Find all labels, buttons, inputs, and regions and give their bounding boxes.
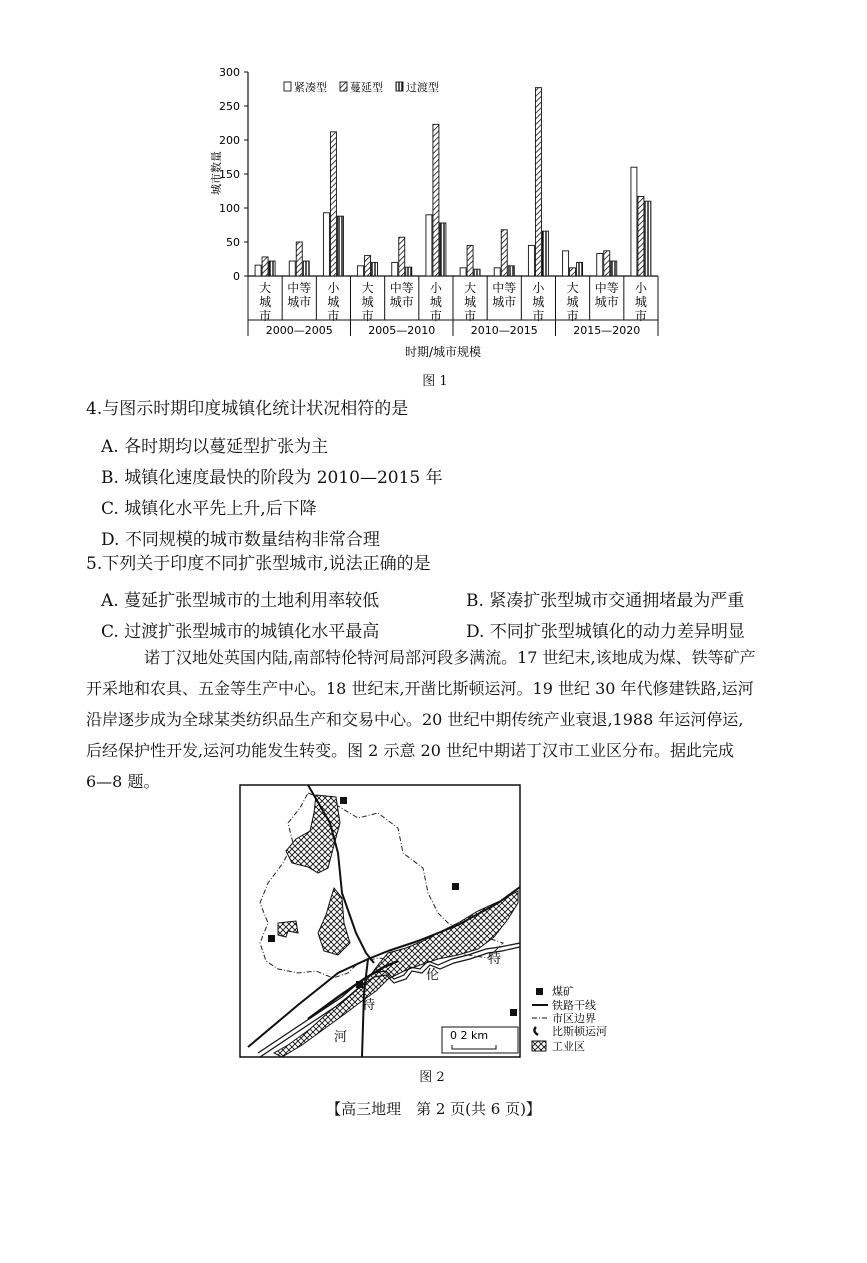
- legend-swatch: [284, 82, 291, 91]
- passage-line-3: 沿岸逐步成为全球某类纺织品生产和交易中心。20 世纪中期传统产业衰退,1988 年运河停运,: [86, 710, 744, 729]
- coal-mine-1: [340, 797, 347, 804]
- x-category-label: 城: [566, 295, 579, 309]
- nottingham-map: [238, 783, 618, 1063]
- bar: [399, 237, 405, 276]
- bar: [577, 262, 583, 276]
- x-category-label: 市: [464, 309, 477, 323]
- y-tick-label: 100: [219, 202, 240, 215]
- bar: [535, 88, 541, 276]
- river-char-3: 特: [362, 998, 376, 1013]
- legend-canal-icon: [534, 1027, 538, 1035]
- y-tick-label: 0: [233, 270, 240, 283]
- bar: [365, 256, 371, 276]
- bar: [508, 266, 514, 276]
- legend-swatch: [396, 82, 403, 91]
- x-period-label: 2010—2015: [470, 324, 538, 337]
- figure-1-chart: [200, 58, 670, 368]
- x-category-label: 市: [429, 309, 442, 323]
- bar: [358, 266, 364, 276]
- legend-boundary: 市区边界: [552, 1012, 596, 1025]
- bar: [474, 269, 480, 276]
- x-category-label: 市: [327, 309, 340, 323]
- x-category-label: 大: [361, 281, 374, 295]
- coal-mine-5: [510, 1009, 517, 1016]
- y-tick-label: 300: [219, 66, 240, 79]
- y-tick-label: 50: [226, 236, 240, 249]
- x-category-label: 市: [532, 309, 545, 323]
- x-category-label: 小: [634, 281, 647, 295]
- question-5-option-b: B. 紧凑扩张型城市交通拥堵最为严重: [466, 591, 745, 611]
- figure-2-map: [238, 783, 618, 1063]
- x-category-label: 大: [566, 281, 579, 295]
- bar: [563, 251, 569, 276]
- bar: [604, 251, 610, 276]
- question-5-option-d: D. 不同扩张型城镇化的动力差异明显: [466, 622, 745, 642]
- x-category-label: 小: [532, 281, 545, 295]
- legend-coal-mine-icon: [536, 988, 543, 995]
- y-axis-label: 城市数量: [210, 151, 223, 195]
- y-tick-label: 250: [219, 100, 240, 113]
- passage-line-5: 6—8 题。: [86, 772, 160, 791]
- x-category-label: 大: [259, 281, 272, 295]
- bar: [638, 196, 644, 276]
- x-category-label: 中等: [389, 281, 414, 295]
- passage: [86, 642, 786, 797]
- question-4-option-a: A. 各时期均以蔓延型扩张为主: [101, 437, 329, 457]
- x-period-label: 2015—2020: [573, 324, 641, 337]
- x-category-label: 城: [361, 295, 374, 309]
- x-category-label: 市: [361, 309, 374, 323]
- bar: [631, 167, 637, 276]
- coal-mine-3: [268, 935, 275, 942]
- legend-industrial-icon: [532, 1041, 546, 1051]
- y-tick-label: 200: [219, 134, 240, 147]
- question-5-stem: 5.下列关于印度不同扩张型城市,说法正确的是: [86, 554, 431, 574]
- bar: [494, 268, 500, 276]
- legend-label: 紧凑型: [294, 81, 327, 94]
- bar: [440, 223, 446, 276]
- x-period-label: 2000—2005: [265, 324, 333, 337]
- x-category-label: 城: [429, 295, 442, 309]
- scale-bar-label: 0 2 km: [450, 1029, 489, 1042]
- x-category-label: 大: [464, 281, 477, 295]
- bar: [433, 124, 439, 276]
- question-5-option-a: A. 蔓延扩张型城市的土地利用率较低: [101, 591, 380, 611]
- bar: [372, 262, 378, 276]
- question-4-stem: 4.与图示时期印度城镇化统计状况相符的是: [86, 399, 409, 419]
- bar-chart: [200, 58, 670, 368]
- x-category-label: 市: [259, 309, 272, 323]
- x-category-label: 城市: [492, 295, 517, 309]
- bar: [467, 245, 473, 276]
- bar: [460, 268, 466, 276]
- x-category-label: 中等: [492, 281, 517, 295]
- bar: [303, 261, 309, 276]
- x-category-label: 城: [464, 295, 477, 309]
- x-category-label: 城: [634, 295, 647, 309]
- bar: [611, 261, 617, 276]
- passage-line-1: 诺丁汉地处英国内陆,南部特伦特河局部河段多满流。17 世纪末,该地成为煤、铁等矿产: [144, 648, 756, 667]
- x-category-label: 城: [259, 295, 272, 309]
- figure-2-caption: 图 2: [419, 1070, 445, 1085]
- bar: [426, 215, 432, 276]
- legend-label: 蔓延型: [350, 81, 383, 94]
- bar: [289, 261, 295, 276]
- river-char-2: 伦: [426, 968, 440, 983]
- x-category-label: 城: [327, 295, 340, 309]
- bar: [528, 245, 534, 276]
- question-4-option-b: B. 城镇化速度最快的阶段为 2010—2015 年: [101, 468, 443, 488]
- x-category-label: 城市: [594, 295, 619, 309]
- legend-canal: 比斯顿运河: [552, 1025, 607, 1038]
- question-4-option-d: D. 不同规模的城市数量结构非常合理: [101, 530, 380, 550]
- river-char-1: 特: [488, 952, 502, 967]
- figure-1-caption: 图 1: [422, 374, 448, 389]
- x-category-label: 城市: [389, 295, 414, 309]
- bar: [501, 230, 507, 276]
- x-category-label: 市: [634, 309, 647, 323]
- x-category-label: 城市: [287, 295, 312, 309]
- bar: [330, 132, 336, 276]
- question-4-option-c: C. 城镇化水平先上升,后下降: [101, 499, 317, 519]
- x-category-label: 小: [429, 281, 442, 295]
- legend-swatch: [340, 82, 347, 91]
- legend-railway: 铁路干线: [552, 999, 596, 1012]
- bar: [262, 257, 268, 276]
- bar: [406, 267, 412, 276]
- bar: [645, 201, 651, 276]
- bar: [323, 213, 329, 276]
- x-axis-label: 时期/城市规模: [404, 345, 482, 359]
- bar: [597, 254, 603, 276]
- page-footer: 【高三地理 第 2 页(共 6 页)】: [326, 1100, 541, 1118]
- coal-mine-4: [356, 981, 363, 988]
- x-period-label: 2005—2010: [368, 324, 436, 337]
- bar: [542, 231, 548, 276]
- passage-line-2: 开采地和农具、五金等生产中心。18 世纪末,开凿比斯顿运河。19 世纪 30 年代修建铁路,运河: [86, 679, 754, 698]
- map-legend: [532, 984, 607, 1053]
- x-category-label: 小: [327, 281, 340, 295]
- x-category-label: 市: [566, 309, 579, 323]
- bar: [255, 265, 261, 276]
- bar: [570, 268, 576, 276]
- x-category-label: 中等: [287, 281, 312, 295]
- bar: [337, 216, 343, 276]
- legend-industrial: 工业区: [552, 1040, 585, 1053]
- y-tick-label: 150: [219, 168, 240, 181]
- bar: [269, 261, 275, 276]
- x-category-label: 城: [532, 295, 545, 309]
- bar: [392, 262, 398, 276]
- question-5-option-c: C. 过渡扩张型城市的城镇化水平最高: [101, 622, 380, 642]
- coal-mine-2: [452, 883, 459, 890]
- legend-coal-mine: 煤矿: [552, 985, 574, 998]
- x-category-label: 中等: [594, 281, 619, 295]
- bar: [296, 242, 302, 276]
- river-char-4: 河: [334, 1030, 348, 1045]
- legend-label: 过渡型: [406, 81, 439, 94]
- passage-line-4: 后经保护性开发,运河功能发生转变。图 2 示意 20 世纪中期诺丁汉市工业区分布。据此完成: [86, 741, 734, 760]
